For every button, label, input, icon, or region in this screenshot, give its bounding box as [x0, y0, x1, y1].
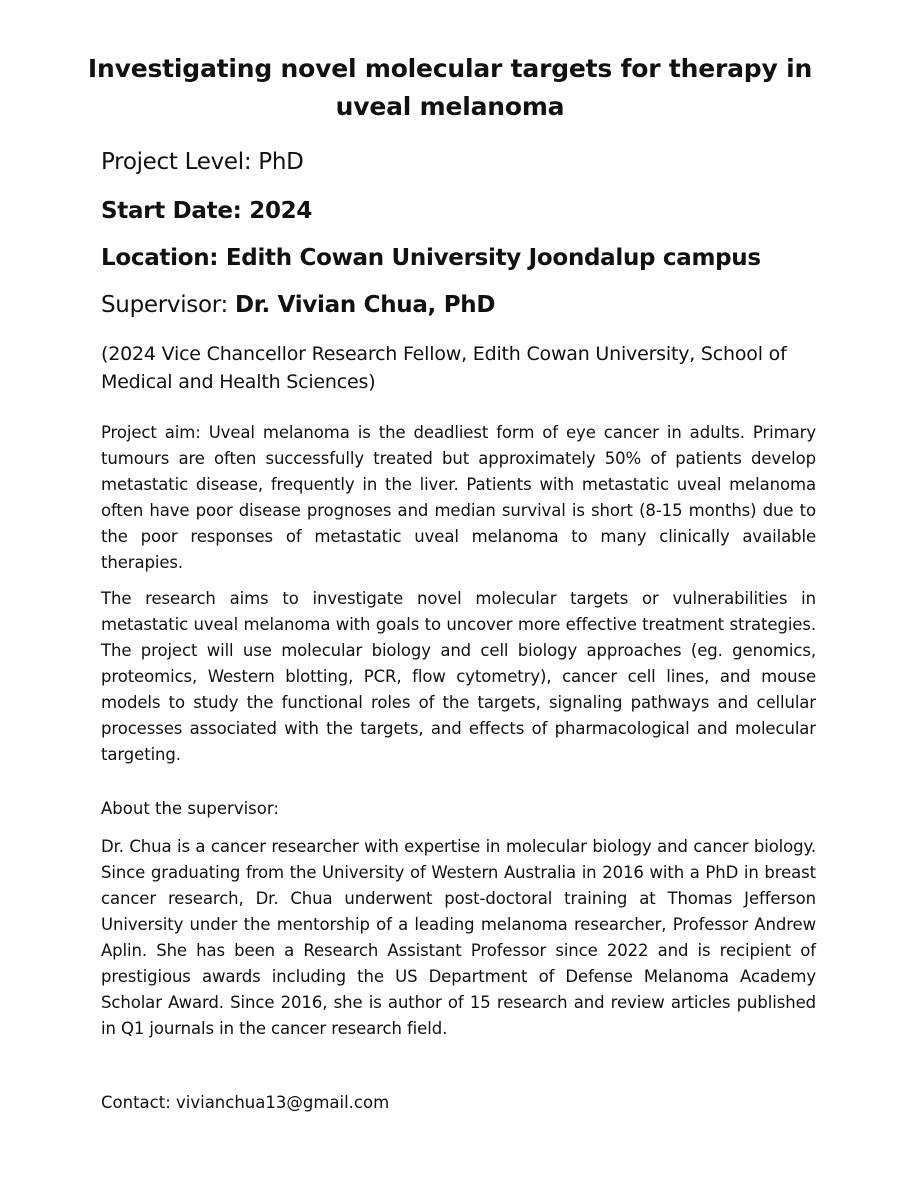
- project-level-line: [101, 147, 304, 177]
- location-label: Location:: [101, 245, 226, 271]
- project-aim-text: : Uveal melanoma is the deadliest form of eye cancer in adults. Primary tumours are often successfully treated but approximately 50% of patients develop metastatic disease, frequently in the liver. Patients with metastatic uveal melanoma often have poor disease prognoses and median survival is short (8-15 months) due to the poor responses of metastatic uveal melanoma to many clinically available therapies.: [101, 423, 816, 572]
- contact-line: Contact: vivianchua13@gmail.com: [101, 1093, 390, 1112]
- start-date-label: Start Date:: [101, 198, 250, 224]
- document-title: Investigating novel molecular targets for therapy in uveal melanoma: [87, 54, 813, 121]
- supervisor-note: (2024 Vice Chancellor Research Fellow, Edith Cowan University, School of Medical and Health Sciences): [101, 343, 787, 393]
- start-date-line: [101, 196, 312, 226]
- supervisor-value: Dr. Vivian Chua, PhD: [234, 292, 496, 318]
- research-paragraph: The research aims to investigate novel molecular targets or vulnerabilities in metastatic uveal melanoma with goals to uncover more effective treatment strategies. The project will use molecular biology and cell biology approaches (eg. genomics, proteomics, Western blotting, PCR, flow cytometry), cancer cell lines, and mouse models to study the functional roles of the targets, signaling pathways and cellular processes associated with the targets, and effects of pharmacological and molecular targeting.: [101, 589, 816, 764]
- supervisor-line: [101, 290, 495, 320]
- about-supervisor-heading: About the supervisor:: [101, 799, 279, 818]
- project-level-value: PhD: [258, 149, 304, 175]
- start-date-value: 2024: [249, 198, 313, 224]
- supervisor-label: Supervisor:: [101, 292, 235, 318]
- project-aim-label: Project aim: [101, 423, 196, 442]
- project-level-label: Project Level:: [101, 149, 259, 175]
- location-line: [101, 243, 761, 273]
- project-aim-paragraph: [101, 420, 816, 576]
- location-value: Edith Cowan University Joondalup campus: [225, 245, 761, 271]
- about-supervisor-paragraph: Dr. Chua is a cancer researcher with expertise in molecular biology and cancer biology. Since graduating from the University of Western Australia in 2016 with a PhD in breast cancer research, Dr. Chua underwent post-doctoral training at Thomas Jefferson University under the mentorship of a leading melanoma researcher, Professor Andrew Aplin. She has been a Research Assistant Professor since 2022 and is recipient of prestigious awards including the US Department of Defense Melanoma Academy Scholar Award. Since 2016, she is author of 15 research and review articles published in Q1 journals in the cancer research field.: [101, 837, 816, 1038]
